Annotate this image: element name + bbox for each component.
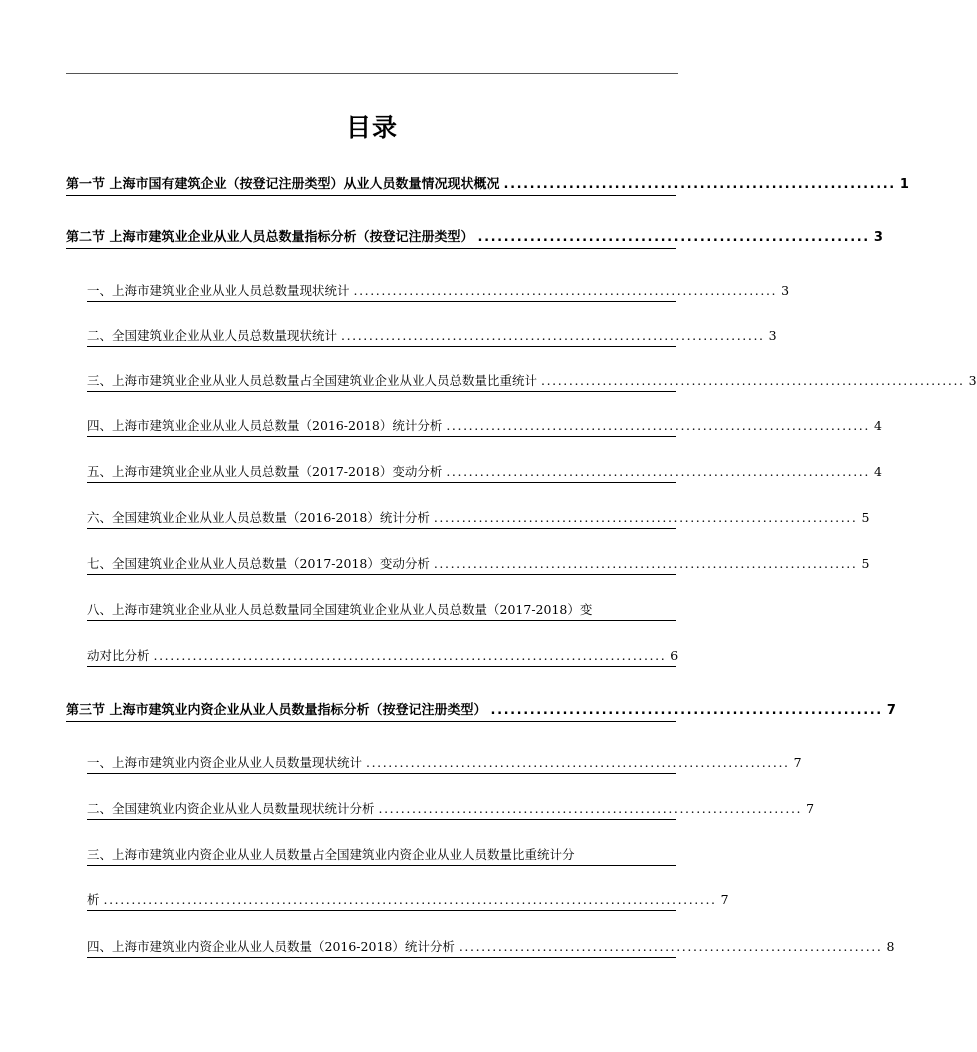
toc-entry-2-8[interactable] [87, 599, 676, 621]
toc-page-number: 6 [670, 648, 679, 663]
toc-entry-text: 三、上海市建筑业企业从业人员总数量占全国建筑业企业从业人员总数量比重统计 [87, 373, 538, 388]
toc-leader-dots: ............................................................................ [446, 464, 870, 479]
toc-entry-2-6[interactable] [87, 507, 870, 529]
toc-entry-3-3[interactable] [87, 844, 676, 866]
toc-entry-3-3-continued[interactable] [87, 889, 729, 911]
toc-leader-dots: ............................................................................ [353, 283, 778, 298]
toc-leader-dots: .............................................................................................................. [103, 892, 717, 907]
toc-page-number: 4 [873, 464, 882, 479]
toc-page-number: 3 [968, 373, 977, 388]
toc-leader-dots: ............................................................ [503, 177, 896, 192]
toc-entry-3-1[interactable] [87, 752, 802, 774]
toc-leader-dots: ............................................................................ [446, 418, 870, 433]
toc-page-number: 7 [793, 755, 802, 770]
toc-leader-dots: ............................................................................................ [153, 648, 667, 663]
toc-entry-text: 四、上海市建筑业企业从业人员总数量（2016-2018）统计分析 [87, 418, 443, 433]
toc-leader-dots: ............................................................ [477, 230, 870, 245]
toc-page-number: 4 [873, 418, 882, 433]
toc-entry-text: 五、上海市建筑业企业从业人员总数量（2017-2018）变动分析 [87, 464, 443, 479]
toc-page-number: 7 [886, 703, 896, 718]
toc-entry-2-8-continued[interactable] [87, 645, 679, 667]
toc-leader-dots: ............................................................................ [433, 556, 858, 571]
toc-page-number: 3 [781, 283, 790, 298]
toc-entry-3-4[interactable] [87, 936, 895, 958]
toc-entry-text: 三、上海市建筑业内资企业从业人员数量占全国建筑业内资企业从业人员数量比重统计分 [87, 847, 575, 862]
toc-page-number: 5 [861, 556, 870, 571]
header-rule [66, 73, 678, 74]
toc-entry-text: 第二节 上海市建筑业企业从业人员总数量指标分析（按登记注册类型） [66, 230, 474, 245]
toc-entry-text-continued: 动对比分析 [87, 648, 150, 663]
toc-entry-text: 八、上海市建筑业企业从业人员总数量同全国建筑业企业从业人员总数量（2017-2018）变 [87, 602, 593, 617]
toc-entry-text: 六、全国建筑业企业从业人员总数量（2016-2018）统计分析 [87, 510, 430, 525]
toc-entry-text: 第三节 上海市建筑业内资企业从业人员数量指标分析（按登记注册类型） [66, 703, 487, 718]
toc-entry-text: 一、上海市建筑业内资企业从业人员数量现状统计 [87, 755, 363, 770]
toc-page-number: 1 [899, 177, 909, 192]
toc-entry-2-4[interactable] [87, 415, 882, 437]
toc-entry-section-1[interactable] [66, 174, 909, 196]
toc-leader-dots: ............................................................................ [378, 801, 803, 816]
toc-entry-text: 一、上海市建筑业企业从业人员总数量现状统计 [87, 283, 350, 298]
toc-entry-section-2[interactable] [66, 227, 883, 249]
toc-page-number: 7 [806, 801, 815, 816]
toc-leader-dots: ............................................................................ [458, 939, 883, 954]
toc-entry-2-7[interactable] [87, 553, 870, 575]
toc-title: 目录 [345, 113, 398, 142]
toc-entry-text: 第一节 上海市国有建筑企业（按登记注册类型）从业人员数量情况现状概况 [66, 177, 500, 192]
toc-entry-text: 七、全国建筑业企业从业人员总数量（2017-2018）变动分析 [87, 556, 430, 571]
toc-entry-2-1[interactable] [87, 280, 790, 302]
toc-entry-section-3[interactable] [66, 700, 896, 722]
toc-leader-dots: ............................................................................ [366, 755, 790, 770]
toc-entry-text: 二、全国建筑业内资企业从业人员数量现状统计分析 [87, 801, 375, 816]
toc-page-number: 3 [768, 328, 777, 343]
toc-entry-2-5[interactable] [87, 461, 882, 483]
toc-entry-2-3[interactable] [87, 370, 977, 392]
toc-entry-text: 二、全国建筑业企业从业人员总数量现状统计 [87, 328, 338, 343]
toc-page-number: 7 [720, 892, 729, 907]
toc-page-number: 8 [886, 939, 895, 954]
toc-leader-dots: ............................................................ [490, 703, 883, 718]
toc-leader-dots: ............................................................................ [541, 373, 965, 388]
toc-page-number: 5 [861, 510, 870, 525]
toc-entry-3-2[interactable] [87, 798, 815, 820]
toc-entry-text-continued: 析 [87, 892, 100, 907]
toc-leader-dots: ............................................................................ [341, 328, 765, 343]
toc-leader-dots: ............................................................................ [433, 510, 858, 525]
toc-entry-text: 四、上海市建筑业内资企业从业人员数量（2016-2018）统计分析 [87, 939, 455, 954]
toc-entry-2-2[interactable] [87, 325, 777, 347]
toc-page-number: 3 [873, 230, 883, 245]
